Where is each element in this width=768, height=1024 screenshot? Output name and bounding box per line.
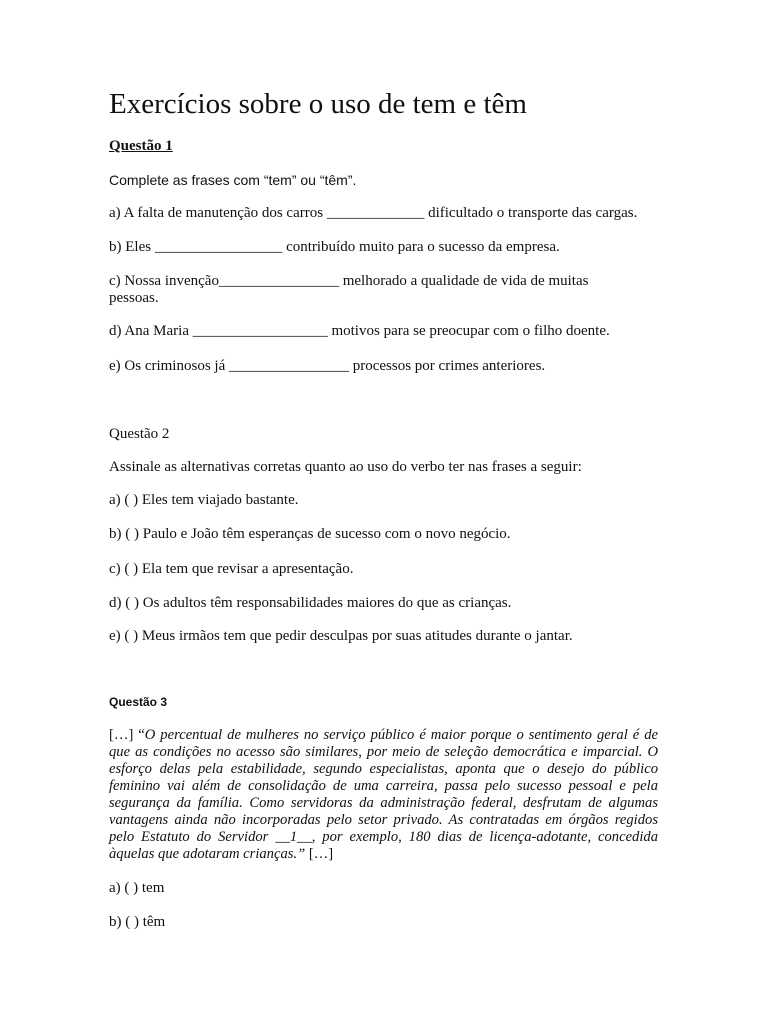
question-1-item-e: e) Os criminosos já ________________ processos por crimes anteriores. [109,358,546,374]
question-2-heading: Questão 2 [109,426,170,442]
question-1-item-a: a) A falta de manutenção dos carros _____________ dificultado o transporte das cargas. [109,205,638,221]
question-2-item-b: b) ( ) Paulo e João têm esperanças de sucesso com o novo negócio. [109,526,511,542]
ellipsis-start: […] “ [109,727,145,743]
question-1-heading: Questão 1 [109,138,173,154]
question-3-heading: Questão 3 [109,695,168,709]
question-1-item-c: c) Nossa invenção________________ melhorado a qualidade de vida de muitas [109,273,589,289]
question-1-item-b: b) Eles _________________ contribuído muito para o sucesso da empresa. [109,239,560,255]
quoted-text: O percentual de mulheres no serviço público é maior porque o sentimento geral é de que as condições no acesso são similares, por meio de seleção democrática e imparcial. O esforço delas pela estabilidade, segundo especialistas, aponta que o desejo do público feminino vai além de consolidação de uma carreira, passa pelo sucesso pessoal e pela segurança da família. Como servidoras da administração federal, desfrutam de algumas vantagens ainda não incorporadas pelo setor privado. As contratadas em órgãos regidos pelo Estatuto do Servidor __1__, por exemplo, 180 dias de licença-adotante, concedida àquelas que adotaram crianças.” [109,727,658,862]
question-1-instruction: Complete as frases com “tem” ou “têm”. [109,172,357,188]
question-3-option-b: b) ( ) têm [109,914,166,930]
ellipsis-end: […] [305,846,334,862]
question-3-option-a: a) ( ) tem [109,880,165,896]
question-2-item-e: e) ( ) Meus irmãos tem que pedir desculpas por suas atitudes durante o jantar. [109,628,573,644]
page-title: Exercícios sobre o uso de tem e têm [109,88,527,120]
question-2-item-d: d) ( ) Os adultos têm responsabilidades maiores do que as crianças. [109,595,512,611]
question-2-instruction: Assinale as alternativas corretas quanto ao uso do verbo ter nas frases a seguir: [109,459,582,475]
question-3-quote-paragraph [109,727,658,863]
question-1-item-c-continued: pessoas. [109,290,159,306]
question-2-item-a: a) ( ) Eles tem viajado bastante. [109,492,299,508]
question-1-item-d: d) Ana Maria __________________ motivos para se preocupar com o filho doente. [109,323,610,339]
question-2-item-c: c) ( ) Ela tem que revisar a apresentação. [109,561,354,577]
